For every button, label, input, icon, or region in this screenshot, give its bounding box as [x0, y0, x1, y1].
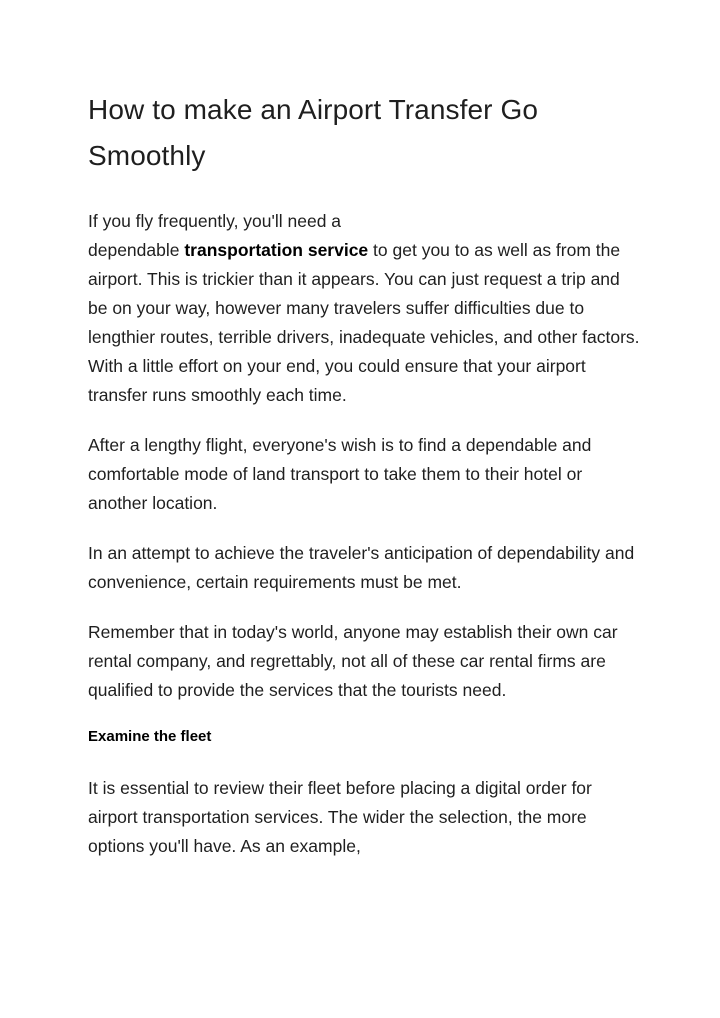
intro-text-line1: If you fly frequently, you'll need a [88, 211, 342, 231]
bold-term-transportation-service: transportation service [184, 240, 369, 260]
intro-text-rest: to get you to as well as from the airport. This is trickier than it appears. You can just request a trip and be on your way, however many travelers suffer difficulties due to lengthier routes, terrible drivers, inadequate vehicles, and other factors. With a little effort on your end, you could ensure that your airport transfer runs smoothly each time. [88, 240, 640, 405]
document-page [88, 87, 640, 882]
paragraph-after-flight: After a lengthy flight, everyone's wish is to find a dependable and comfortable mode of land transport to take them to their hotel or another location. [88, 435, 592, 513]
page-title: How to make an Airport Transfer Go Smoothly [88, 94, 539, 171]
paragraph-requirements: In an attempt to achieve the traveler's anticipation of dependability and convenience, certain requirements must be met. [88, 543, 635, 592]
paragraph-intro [88, 207, 640, 410]
intro-text-line2: dependable [88, 240, 180, 260]
paragraph-car-rental: Remember that in today's world, anyone may establish their own car rental company, and regrettably, not all of these car rental firms are qualified to provide the services that the tourists need. [88, 622, 618, 700]
paragraph-fleet: It is essential to review their fleet before placing a digital order for airport transportation services. The wider the selection, the more options you'll have. As an example, [88, 778, 592, 856]
subheading-examine-fleet: Examine the fleet [88, 728, 212, 745]
